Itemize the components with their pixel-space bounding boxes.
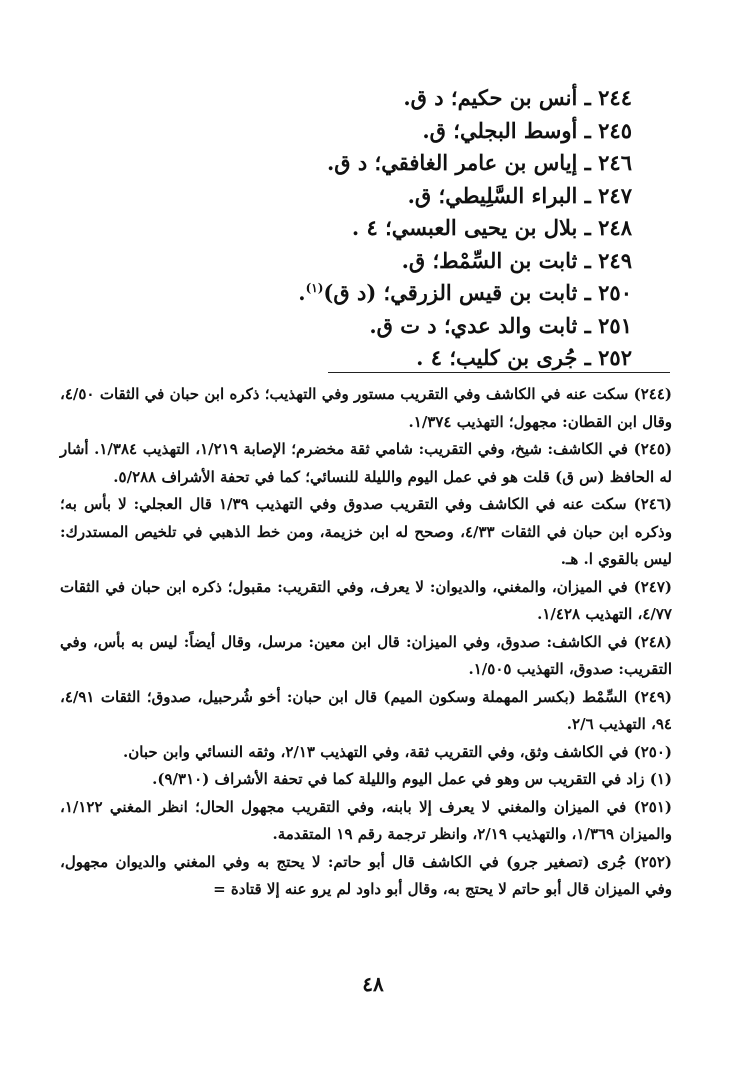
note-text: السِّمْط (بكسر المهملة وسكون الميم) قال ابن حبان: أخو شُرحبيل، صدوق؛ الثقات ٤/٩١، ٩٤، التهذيب ٢/٦.: [60, 687, 672, 733]
note-number: (٢٥١): [633, 797, 672, 816]
entry-text: البراء السَّلِيطي؛ ق.: [407, 182, 578, 208]
entry-tail: .: [298, 280, 306, 305]
note-number: (٢٥٠): [633, 742, 672, 761]
note-number: (٢٤٥): [633, 440, 672, 458]
entry-text: أوسط البجلي؛ ق.: [422, 117, 578, 143]
note-text: سكت عنه في الكاشف وفي التقريب صدوق وفي التهذيب ١/٣٩ قال العجلي: لا بأس به؛ وذكره ابن حبان في الثقات ٤/٣٣، وصحح له ابن خزيمة، ومن خط الذهبي في تلخيص المستدرك: ليس بالقوي ا. هـ.: [60, 495, 672, 568]
entry-number: ٢٤٥: [598, 117, 632, 143]
note-number: (٢٤٧): [633, 577, 672, 596]
note-number: (٢٤٤): [633, 385, 672, 403]
entry-number: ٢٤٤: [598, 85, 632, 110]
footnote-reference[interactable]: (١): [305, 281, 324, 295]
entry-text: إياس بن عامر الغافقي؛ د ق.: [326, 150, 578, 175]
note-number: (٢٤٨): [633, 632, 672, 651]
entry-number: ٢٤٦: [598, 150, 632, 175]
note-text: في الكاشف: شيخ، وفي التقريب: شامي ثقة مخضرم؛ الإصابة ١/٢١٩، التهذيب ١/٣٨٤. أشار له الحافظ (س ق) قلت هو في عمل اليوم والليلة للنسائي؛ كما في تحفة الأشراف ٥/٢٨٨.: [60, 440, 672, 486]
entry-text: بلال بن يحيى العبسي؛ ٤ .: [351, 215, 578, 240]
note-footnote-1: [60, 766, 672, 794]
note-244: [60, 381, 672, 436]
note-text: في الميزان، والمغني، والديوان: لا يعرف، وفي التقريب: مقبول؛ ذكره ابن حبان في الثقات ٤/٧٧، التهذيب ١/٤٢٨.: [60, 577, 672, 623]
entry-251: ٢٥١ ـ ثابت والد عدي؛ د ت ق.: [369, 312, 632, 338]
note-number: (١): [649, 770, 672, 788]
footnotes: [60, 381, 672, 904]
entry-text: ثابت والد عدي؛ د ت ق.: [369, 312, 578, 338]
note-246: [60, 491, 672, 574]
entry-number: ٢٥٢: [598, 345, 632, 370]
entry-text: ثابت بن قيس الزرقي؛ (د ق): [323, 280, 578, 305]
entry-number: ٢٥١: [598, 312, 632, 338]
entry-246: ٢٤٦ ـ إياس بن عامر الغافقي؛ د ق.: [326, 150, 632, 175]
note-text: سكت عنه في الكاشف وفي التقريب مستور وفي التهذيب؛ ذكره ابن حبان في الثقات ٤/٥٠، وقال ابن القطان: مجهول؛ التهذيب ١/٣٧٤.: [60, 385, 672, 431]
note-251: [60, 794, 672, 849]
note-249: [60, 684, 672, 739]
note-number: (٢٤٩): [633, 687, 672, 706]
entry-text: جُرى بن كليب؛ ٤ .: [416, 345, 578, 370]
entry-245: ٢٤٥ ـ أوسط البجلي؛ ق.: [422, 117, 632, 143]
note-text: في الكاشف وثق، وفي التقريب ثقة، وفي التهذيب ٢/١٣، وثقه النسائي وابن حبان.: [123, 742, 629, 761]
entry-number: ٢٤٨: [598, 215, 632, 240]
note-number: (٢٥٢): [633, 852, 672, 871]
entry-248: ٢٤٨ ـ بلال بن يحيى العبسي؛ ٤ .: [351, 215, 632, 240]
note-245: [60, 436, 672, 491]
entry-list: [72, 82, 632, 375]
footnote-divider: [328, 372, 670, 373]
note-247: [60, 574, 672, 629]
entry-244: ٢٤٤ ـ أنس بن حكيم؛ د ق.: [403, 85, 632, 110]
note-text: في الكاشف: صدوق، وفي الميزان: قال ابن معين: مرسل، وقال أيضاً: ليس به بأس، وفي التقريب: صدوق، التهذيب ١/٥٠٥.: [60, 632, 672, 678]
entry-249: ٢٤٩ ـ ثابت بن السِّمْط؛ ق.: [401, 247, 632, 273]
entry-text: ثابت بن السِّمْط؛ ق.: [401, 247, 578, 273]
page-number: ٤٨: [362, 972, 384, 996]
note-text: جُرى (تصغير جرو) في الكاشف قال أبو حاتم: لا يحتج به وفي المغني والديوان مجهول، وفي الميزان قال أبو حاتم لا يحتج به، وقال أبو داود لم يرو عنه إلا قتادة =: [60, 852, 672, 898]
entry-250: ٢٥٠ ـ ثابت بن قيس الزرقي؛ (د ق)$^{(١)}$.: [298, 280, 632, 305]
entry-252: ٢٥٢ ـ جُرى بن كليب؛ ٤ .: [416, 345, 632, 370]
entry-number: ٢٤٧: [598, 182, 632, 208]
entry-number: ٢٤٩: [598, 247, 632, 273]
note-248: [60, 629, 672, 684]
entry-text: أنس بن حكيم؛ د ق.: [403, 85, 578, 110]
note-250: [60, 739, 672, 767]
entry-number: ٢٥٠: [598, 280, 632, 305]
note-252: [60, 849, 672, 904]
note-text: زاد في التقريب س وهو في عمل اليوم والليلة كما في تحفة الأشراف (٩/٣١٠).: [152, 770, 645, 788]
note-number: (٢٤٦): [633, 495, 672, 513]
entry-247: ٢٤٧ ـ البراء السَّلِيطي؛ ق.: [407, 182, 632, 208]
note-text: في الميزان والمغني لا يعرف إلا بابنه، وفي التقريب مجهول الحال؛ انظر المغني ١/١٢٢، والميزان ١/٣٦٩، والتهذيب ٢/١٩، وانظر ترجمة رقم ١٩ المتقدمة.: [60, 797, 672, 843]
